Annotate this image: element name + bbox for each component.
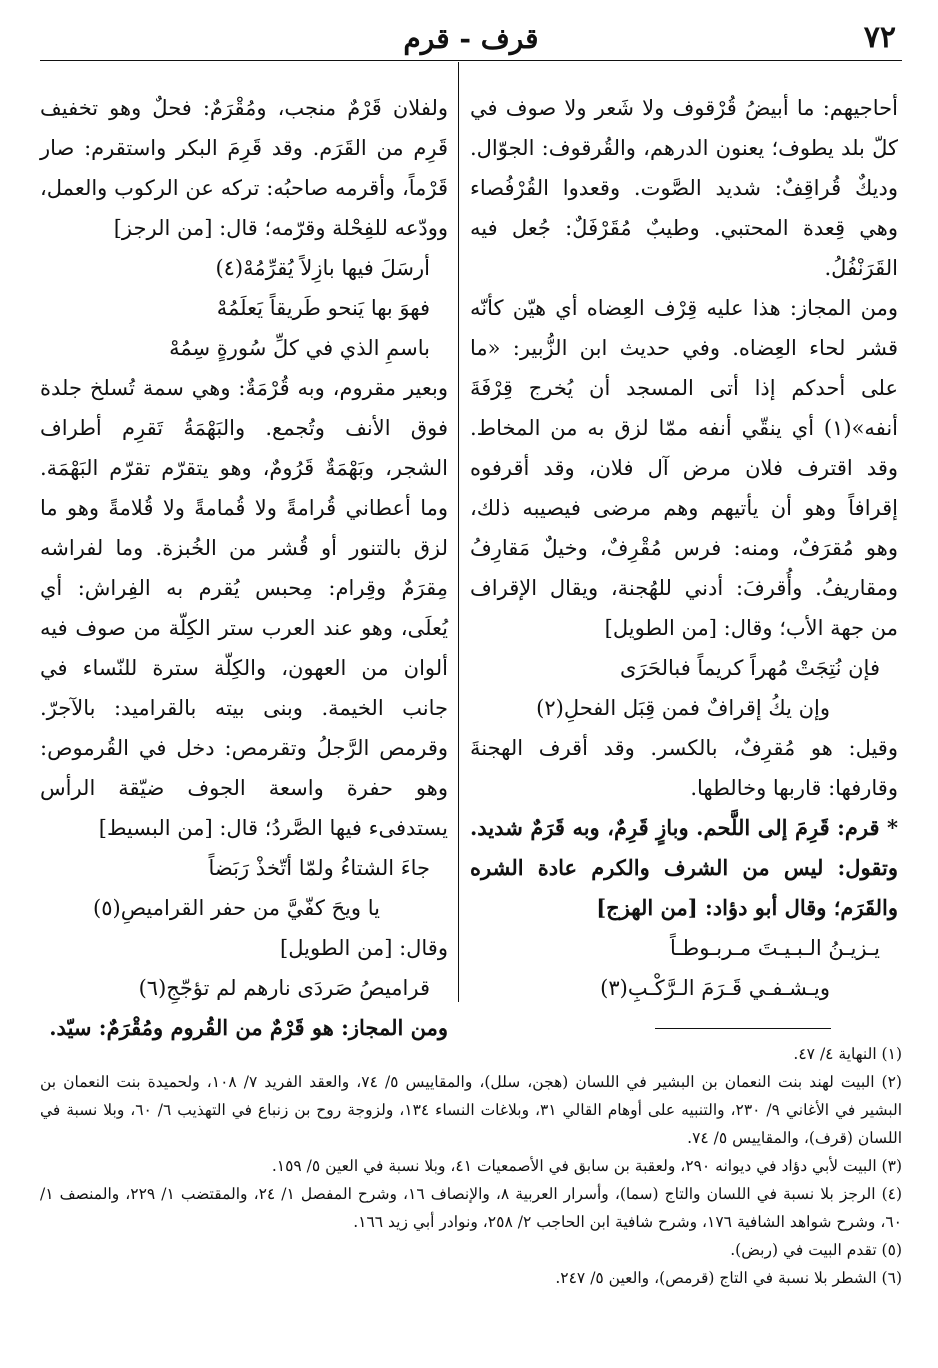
verse <box>40 848 448 928</box>
footnotes <box>40 1040 902 1292</box>
page-header <box>40 18 902 58</box>
footnote-rule <box>655 1028 831 1029</box>
verse-hemistich: وإن يكُ إقرافٌ فمن قِبَل الفحلِ(٢) <box>536 696 830 720</box>
entry-headword-paragraph: * قرم: قَرِمَ إلى اللَّحم. وبازٍ قَرِمٌ، وبه قَرَمٌ شديد. وتقول: ليس من الشرف والكرم عادة الشره والقَرَم؛ وقال أبو دؤاد: [من الهزج] <box>470 815 898 920</box>
verse <box>470 648 898 728</box>
footnote: (٦) الشطر بلا نسبة في التاج (قرمص)، والعين ٥/ ٢٤٧. <box>555 1269 902 1287</box>
verse-line: قراميصُ صَردَى نارهم لم تؤجّجِ(٦) <box>138 976 430 1000</box>
verse-line: أرسَلَ فيها بازِلاً يُقرِّمُهْ(٤) <box>215 256 430 280</box>
entry-paragraph: وقيل: هو مُقرِفٌ، بالكسر. وقد أقرف الهجنةَ وقارفها: قاربها وخالطها. <box>470 736 898 800</box>
entry-paragraph: ومن المجاز: هو قَرْمٌ من القُروم ومُقْرَمٌ: سيّد. <box>49 1015 448 1040</box>
verse <box>470 928 898 1008</box>
verse <box>40 248 448 368</box>
right-column <box>470 88 898 1008</box>
verse-line: باسمِ الذي في كلِّ سُورةٍ سِمُهْ <box>169 336 430 360</box>
footnote: (٢) البيت لهند بنت النعمان بن البشير في اللسان (هجن، سلل)، والمقاييس ٥/ ٧٤، والعقد الفريد ٧/ ١٠٨، ولحميدة بنت النعمان بن البشير في الأغاني ٩/ ٢٣٠، والتنبيه على أوهام القالي ٣١، وبلاغات النساء ١٣٤، ولزوجة روح بن زنباع في التهذيب ٦/ ٦٠، وبلا نسبة في اللسان (قرف)، والمقاييس ٥/ ٧٤. <box>40 1073 903 1147</box>
verse-hemistich: فإن نُتِجَتْ مُهراً كريماً فبالحَرَى <box>620 656 880 680</box>
running-head: قرف - قرم <box>403 22 539 55</box>
verse-line: فهوَ بها يَنحو طَريقاً يَعلَمُهْ <box>216 296 430 320</box>
left-column <box>40 88 448 1048</box>
header-rule <box>40 60 902 61</box>
entry-paragraph: ومن المجاز: هذا عليه قِرْف العِضاه أي هيّن كأنّه قشر لحاء العِضاه. وفي حديث ابن الزُّبير: «ما على أحدكم إذا أتى المسجد أن يُخرج قِرْفَةَ أنفه»(١) أي ينقّي أنفه ممّا لزق به من المخاط. وقد اقترف فلان مرض آل فلان، وقد أقرفوه إقرافاً وهو أن يأتيهم وهم مرضى فيصيبه ذلك، وهو مُقرَفٌ، ومنه: فرس مُقْرِفٌ، وخيلٌ مَقارِفُ ومقاريفُ. وأُقرفَ: أدني للهُجنة، ويقال الإقراف من جهة الأب؛ وقال: [من الطويل] <box>470 296 898 640</box>
entry-paragraph: وقال: [من الطويل] <box>280 936 448 960</box>
footnote: (٤) الرجز بلا نسبة في اللسان والتاج (سما)، وأسرار العربية ٨، والإنصاف ١٦، وشرح المفصل ١/ ٢٤، والمقتضب ١/ ٢٢٩، والمنصف ١/ ٦٠، وشرح شواهد الشافية ١٧٦، وشرح شافية ابن الحاجب ٢/ ٢٥٨، ونوادر أبي زيد ١٦٦. <box>40 1185 903 1231</box>
verse-hemistich: ويـشـفـي قَـرَمَ الـرَّكْـبِ(٣) <box>600 976 830 1000</box>
verse-hemistich: يا ويحَ كفّيَّ من حفر القراميصِ(٥) <box>93 896 380 920</box>
verse-hemistich: يـزيـنُ الـبـيـتَ مـربـوطـاً <box>670 936 880 960</box>
footnote: (٥) تقدم البيت في (ربض). <box>730 1241 902 1259</box>
footnote: (٣) البيت لأبي دؤاد في ديوانه ٢٩٠، ولعقبة بن سابق في الأصمعيات ٤١، وبلا نسبة في العين ٥/ ١٥٩. <box>271 1157 902 1175</box>
footnote: (١) النهاية ٤/ ٤٧. <box>793 1045 902 1063</box>
entry-paragraph: وبعير مقروم، وبه قُرْمَةٌ: وهي سمة تُسلخ جلدة فوق الأنف وتُجمع. والبَهْمَةُ تَقرِم أطراف الشجر، وبَهْمَةٌ قَرُومٌ، وهو يتقرّم تقرّم البَهْمَة. وما أعطاني قُرامةً ولا قُمامةً ولا قُلامةً وهو ما لزق بالتنور أو قُشر من الخُبزة. وما لفراشه مِقرَمٌ وقِرام: مِحبس يُقرم به الفِراش: أي يُعلَى، وهو عند العرب ستر الكِلّة من صوف فيه ألوان من العهون، والكِلّة سترة للنّساء في جانب الخيمة. وبنى بيته بالقراميد: بالآجرّ. وقرمص الرَّجلُ وتقرمص: دخل في القُرموص: وهو حفرة واسعة الجوف ضيّقة الرأس يستدفىء فيها الصَّردُ؛ قال: [من البسيط] <box>40 376 448 840</box>
page-number: ٧٢ <box>863 20 896 55</box>
column-divider <box>458 62 459 1002</box>
entry-paragraph: أحاجيهم: ما أبيضُ قُرْقوف ولا شَعر ولا صوف في كلّ بلد يطوف؛ يعنون الدرهم، والقُرقوف: الجوّال. وديكٌ قُراقِفٌ: شديد الصَّوت. وقعدوا القُرْفُصاء وهي قِعدة المحتبي. وطيبٌ مُقَرْفَلٌ: جُعل فيه القَرَنْفُلُ. <box>470 96 898 280</box>
verse-hemistich: جاءَ الشتاءُ ولمّا أتّخذْ رَبَضاً <box>208 856 430 880</box>
verse <box>40 968 448 1008</box>
entry-paragraph: ولفلان قَرْمٌ منجب، ومُقْرَمٌ: فحلٌ وهو تخفيف قَرِم من القَرَم. وقد قَرِمَ البكر واستقرم: صار قَرْماً، وأقرمه صاحبُه: تركه عن الركوب والعمل، وودّعه للفِحْلة وقرّمه؛ قال: [من الرجز] <box>40 96 448 240</box>
